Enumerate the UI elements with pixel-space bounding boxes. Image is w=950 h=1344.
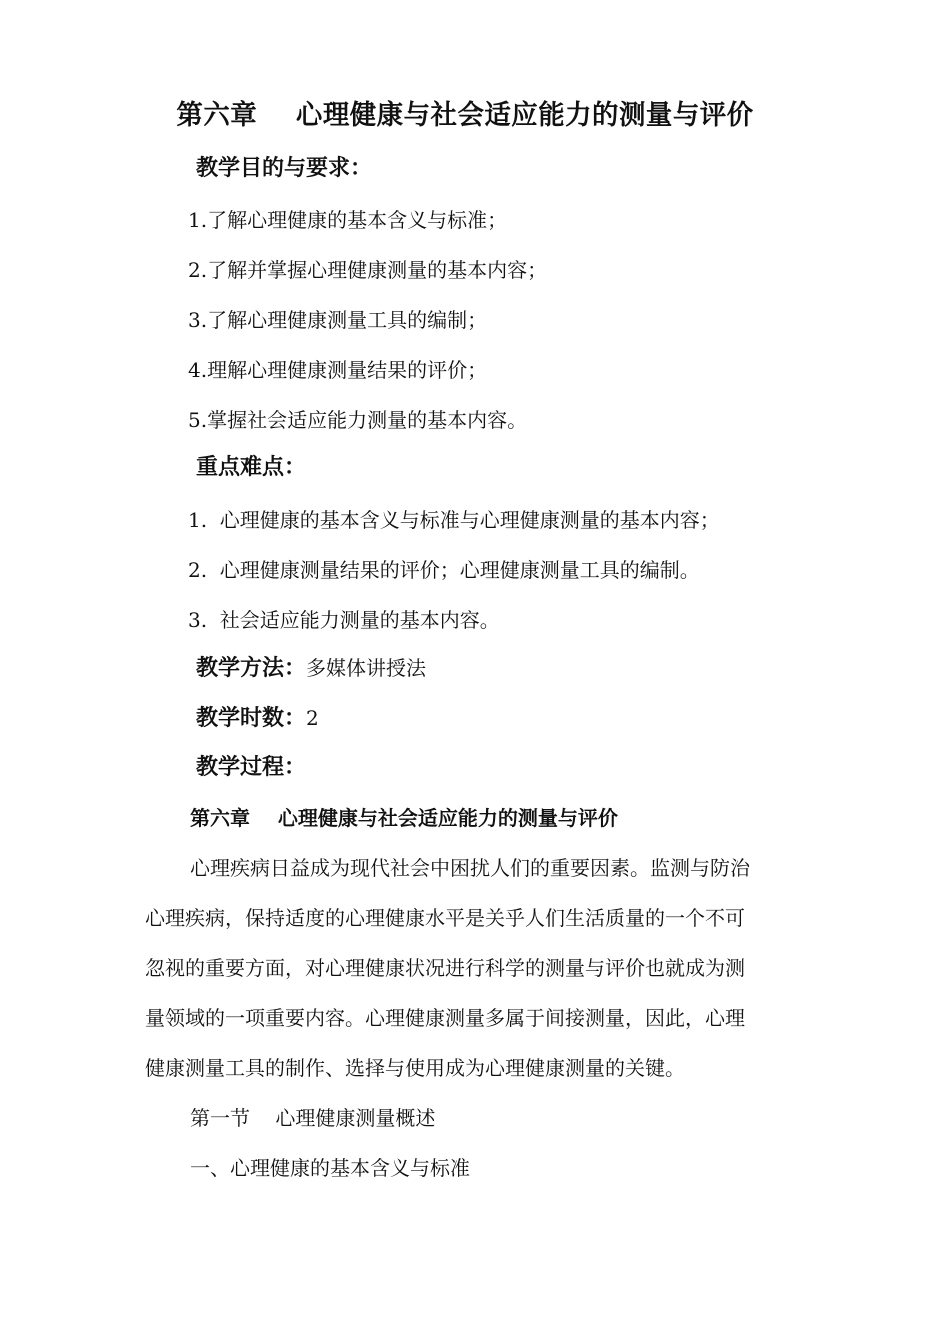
intro-paragraph-line: 健康测量工具的制作、选择与使用成为心理健康测量的关键。 bbox=[145, 1056, 685, 1080]
intro-paragraph-line: 心理疾病，保持适度的心理健康水平是关乎人们生活质量的一个不可 bbox=[145, 906, 745, 930]
objective-item: 3.了解心理健康测量工具的编制； bbox=[188, 308, 488, 332]
teaching-process-heading: 教学过程： bbox=[196, 755, 307, 780]
key-points-heading: 重点难点： bbox=[196, 455, 307, 480]
section-heading: 第一节 心理健康测量概述 bbox=[190, 1106, 436, 1130]
objective-item: 1.了解心理健康的基本含义与标准； bbox=[188, 208, 508, 232]
intro-paragraph-line: 忽视的重要方面，对心理健康状况进行科学的测量与评价也就成为测 bbox=[145, 956, 745, 980]
key-point-item: 1. 心理健康的基本含义与标准与心理健康测量的基本内容； bbox=[188, 508, 720, 532]
teaching-method-value: 多媒体讲授法 bbox=[306, 656, 427, 680]
teaching-hours bbox=[196, 702, 319, 735]
subsection-heading: 一、心理健康的基本含义与标准 bbox=[190, 1156, 470, 1180]
objective-item: 2.了解并掌握心理健康测量的基本内容； bbox=[188, 258, 548, 282]
intro-paragraph-line: 量领域的一项重要内容。心理健康测量多属于间接测量，因此，心理 bbox=[145, 1006, 745, 1030]
objective-item: 4.理解心理健康测量结果的评价； bbox=[188, 358, 488, 382]
teaching-method-label: 教学方法： bbox=[196, 656, 307, 681]
teaching-hours-value: 2 bbox=[306, 706, 319, 730]
teaching-method bbox=[196, 652, 426, 685]
key-point-item: 2. 心理健康测量结果的评价；心理健康测量工具的编制。 bbox=[188, 558, 700, 582]
page-title: 第六章 心理健康与社会适应能力的测量与评价 bbox=[176, 100, 754, 131]
key-point-item: 3. 社会适应能力测量的基本内容。 bbox=[188, 608, 500, 632]
intro-paragraph-line: 心理疾病日益成为现代社会中困扰人们的重要因素。监测与防治 bbox=[190, 856, 750, 880]
objectives-heading: 教学目的与要求： bbox=[196, 156, 373, 181]
objective-item: 5.掌握社会适应能力测量的基本内容。 bbox=[188, 408, 528, 432]
chapter-heading: 第六章 心理健康与社会适应能力的测量与评价 bbox=[190, 806, 618, 830]
teaching-hours-label: 教学时数： bbox=[196, 706, 307, 731]
